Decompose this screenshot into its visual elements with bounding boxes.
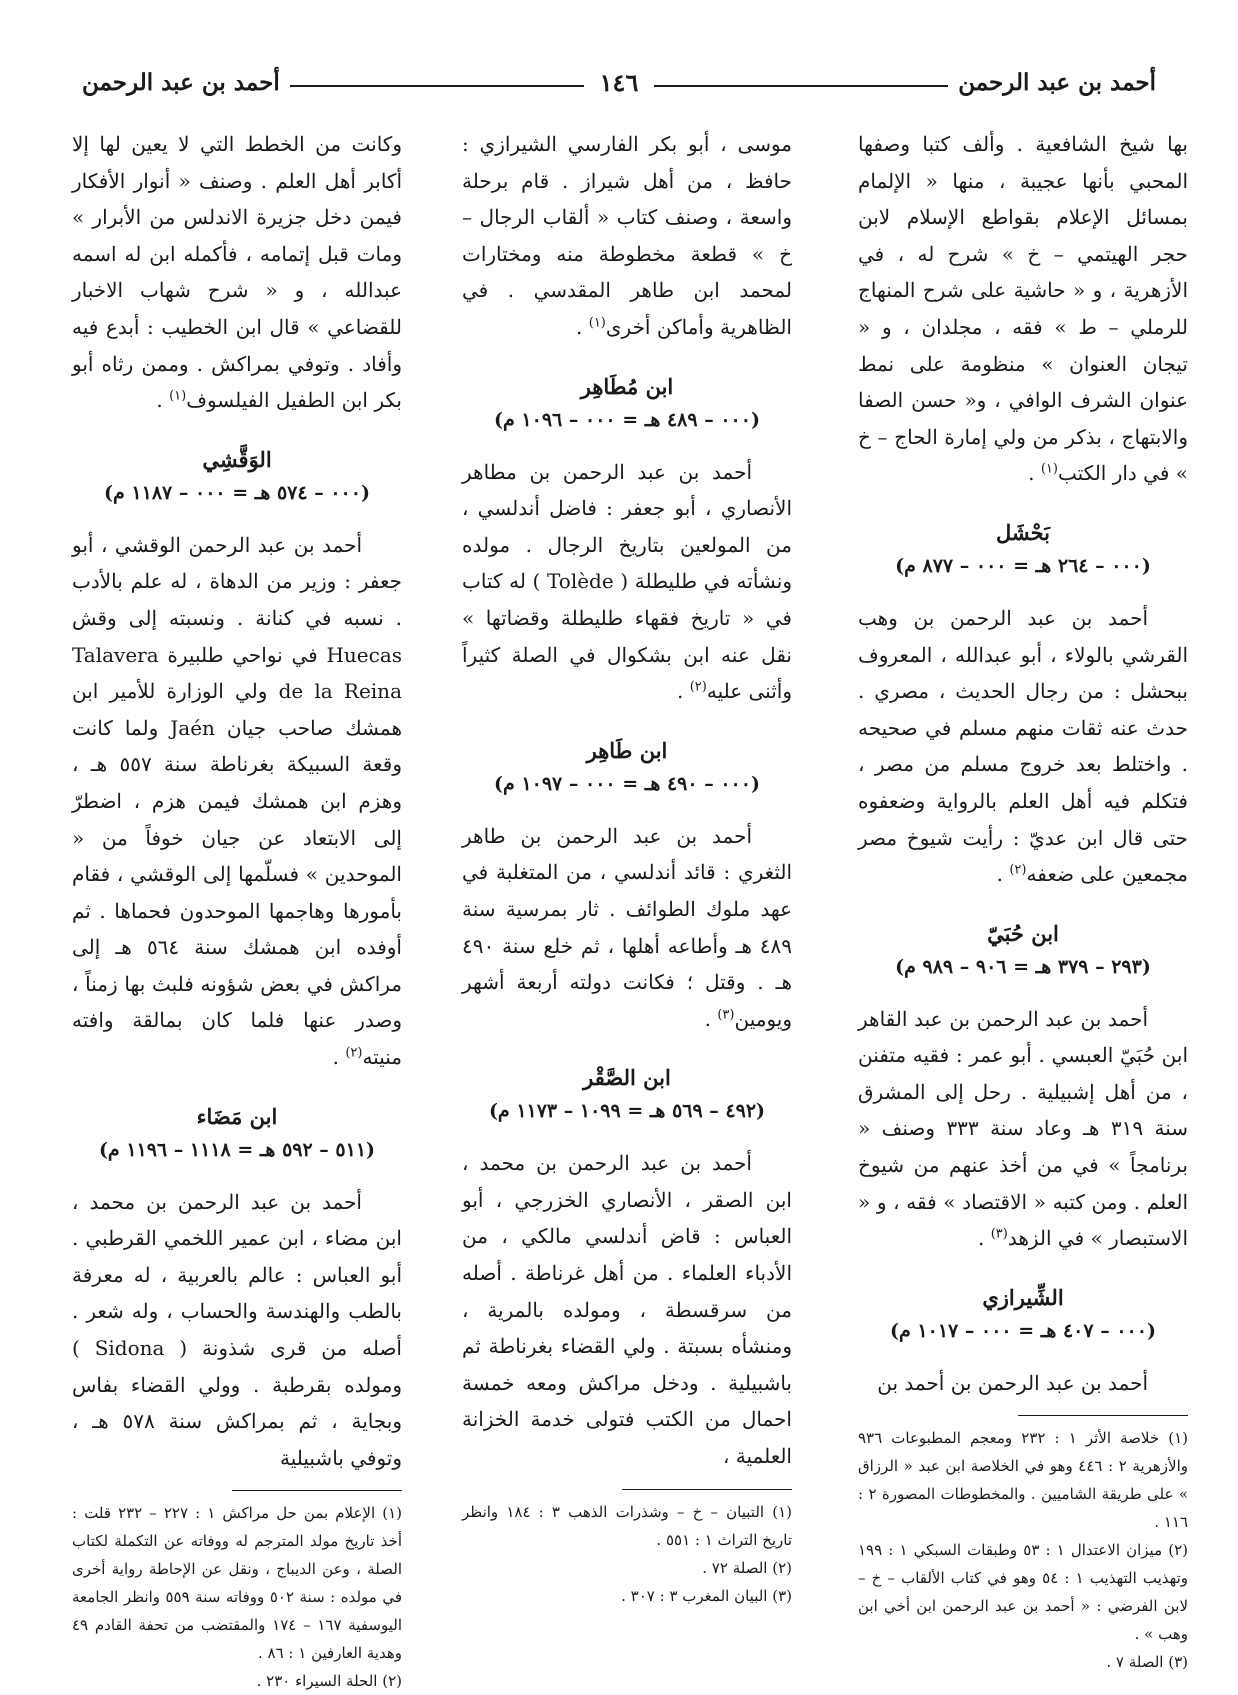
entry-body-bahshal: أحمد بن عبد الرحمن بن وهب القرشي بالولاء ، أبو عبدالله ، المعروف ببحشل : من رجال الحديث ، مصري . حدث عنه ثقات منهم مسلم في صحيحه . واختلط بعد خروج مسلم من مصر ، فتكلم فيه أهل العلم بالرواية وضعفوه حتى قال ابن عديّ : رأيت شيوخ مصر مجمعين على ضعفه$^{(٢)}$ . <box>858 605 1188 887</box>
entry-dates-shirazi: (٠٠٠ – ٤٠٧ هـ = ٠٠٠ – ١٠١٧ م) <box>890 1319 1156 1342</box>
entry-body-ibn-mutahir: أحمد بن عبد الرحمن بن مطاهر الأنصاري ، أبو جعفر : فاضل أندلسي ، من المولعين بتاريخ الرجال . مولده ونشأته في طليطلة ( Tolède ) له كتاب في « تاريخ فقهاء طليطلة وقضاتها » نقل عنه ابن بشكوال في الصلة كثيراً وأثنى عليه$^{(٢)}$ . <box>462 459 792 704</box>
continued-text: وكانت من الخطط التي لا يعين لها إلا أكابر أهل العلم . وصنف « أنوار الأفكار فيمن دخل جزيرة الاندلس من الأبرار » ومات قبل إتمامه ، فأكمله ابن له اسمه عبدالله ، و « شرح شهاب الاخبار للقضاعي » قال ابن الخطيب : أبدع فيه وأفاد . وتوفي بمراكش . وممن رثاه أبو بكر ابن الطفيل الفيلسوف$^{(١)}$ . <box>72 132 402 413</box>
column-right <box>858 126 1189 1672</box>
continued-text: موسى ، أبو بكر الفارسي الشيرازي : حافظ ، من أهل شيراز . قام برحلة واسعة ، وصنف كتاب « ألقاب الرجال – خ » قطعة مخطوطة منه ومختارات لمحمد ابن طاهر المقدسي . في الظاهرية وأماكن أخرى$^{(١)}$ . <box>462 132 792 339</box>
footnote: (٣) الصلة ٧ . <box>1106 1653 1188 1672</box>
entry-dates-ibn-tahir: (٠٠٠ – ٤٩٠ هـ = ٠٠٠ – ١٠٩٧ م) <box>494 772 760 795</box>
footnote-separator <box>622 1489 792 1490</box>
footnote: (٢) الصلة ٧٢ . <box>702 1558 792 1577</box>
footnote: (١) التبيان – خ – وشذرات الذهب ٣ : ١٨٤ وانظر تاريخ التراث ١ : ٥٥١ . <box>462 1502 792 1549</box>
footnote: (١) خلاصة الأثر ١ : ٢٣٢ ومعجم المطبوعات ٩٣٦ والأزهرية ٢ : ٤٤٦ وهو في الخلاصة ابن عبد « الرزاق » على طريقة الشاميين . والمخطوطات المصورة ٢ : ١١٦ . <box>858 1429 1189 1532</box>
entry-title-ibn-saqr: ابن الصَّقْر <box>583 1065 671 1091</box>
page-header <box>82 62 1156 102</box>
entry-title-ibn-tahir: ابن طَاهِر <box>586 737 668 763</box>
entry-dates-ibn-saqr: (٤٩٢ – ٥٦٩ هـ = ١٠٩٩ – ١١٧٣ م) <box>488 1100 766 1123</box>
entry-title-shirazi: الشِّيرازي <box>982 1284 1064 1310</box>
entry-body-shirazi: أحمد بن عبد الرحمن بن أحمد بن <box>877 1370 1148 1395</box>
entry-body-ibn-hubay: أحمد بن عبد الرحمن بن عبد القاهر ابن حُبَيّ العبسي . أبو عمر : فقيه متفنن ، من أهل إشبيلية . رحل إلى المشرق سنة ٣١٩ هـ وعاد سنة ٣٣٣ وصنف « برنامجاً » في من أخذ عنهم من شيوخ العلم . ومن كتبه « الاقتصاد » فقه ، و « الاستبصار » في الزهد$^{(٣)}$ . <box>858 1006 1188 1251</box>
entry-dates-ibn-hubay: (٢٩٣ – ٣٧٩ هـ = ٩٠٦ – ٩٨٩ م) <box>895 955 1151 978</box>
entry-body-ibn-tahir: أحمد بن عبد الرحمن بن طاهر الثغري : قائد أندلسي ، من المتغلبة في عهد ملوك الطوائف . ثار بمرسية سنة ٤٨٩ هـ وأطاعه أهلها ، ثم خلع سنة ٤٩٠ هـ . وقتل ؛ فكانت دولته أربعة أشهر ويومين$^{(٣)}$ . <box>462 823 792 1031</box>
footnote: (٢) الحلة السيراء ٢٣٠ . <box>256 1672 402 1691</box>
entry-dates-ibn-mutahir: (٠٠٠ – ٤٨٩ هـ = ٠٠٠ – ١٠٩٦ م) <box>494 408 760 431</box>
entry-title-waqqashi: الوَقَّشِي <box>202 446 272 472</box>
continued-text: بها شيخ الشافعية . وألف كتبا وصفها المحبي بأنها عجيبة ، منها « الإلمام بمسائل الإعلام بقواطع الإسلام لابن حجر الهيتمي – خ » شرح له ، في الأزهرية ، و « حاشية على شرح المنهاج للرملي – ط » فقه ، مجلدان ، و « تيجان العنوان » منظومة على نمط عنوان الشرف الوافي ، و« حسن الصفا والابتهاج ، بذكر من ولي إمارة الحاج – خ » في دار الكتب$^{(١)}$ . <box>858 132 1188 486</box>
entry-title-ibn-mada: ابن مَضَاء <box>196 1103 278 1129</box>
entry-title-ibn-mutahir: ابن مُطَاهِر <box>580 373 674 399</box>
entry-title-ibn-hubay: ابن حُبَيّ <box>987 920 1059 946</box>
footnote: (١) الإعلام بمن حل مراكش ١ : ٢٢٧ – ٢٣٢ قلت : أخذ تاريخ مولد المترجم له ووفاته عن التكملة لكتاب الصلة ، وعن الديباج ، ونقل عن الإحاطة رواية أخرى في مولده : سنة ٥٠٢ ووفاته سنة ٥٥٩ وانظر الجامعة اليوسفية ١٦٧ – ١٧٤ والمقتضب من تحفة القادم ٤٩ وهدية العارفين ١ : ٨٦ . <box>72 1504 402 1663</box>
footnote-separator <box>1018 1415 1188 1416</box>
header-rule-left <box>290 85 584 87</box>
column-middle <box>462 126 792 1606</box>
footnote: (٣) البيان المغرب ٣ : ٣٠٧ . <box>621 1586 792 1605</box>
footnote-separator <box>232 1490 402 1491</box>
column-left <box>72 126 402 1691</box>
entry-body-ibn-mada: أحمد بن عبد الرحمن بن محمد ، ابن مضاء ، ابن عمير اللخمي القرطبي . أبو العباس : عالم بالعربية ، له معرفة بالطب والهندسة والحساب ، وله شعر . أصله من قرى شذونة ( Sidona ) ومولده بقرطبة . وولي القضاء بفاس وبجاية ، ثم بمراكش سنة ٥٧٨ هـ ، وتوفي باشبيلية <box>72 1189 402 1470</box>
page-number: ١٤٦ <box>599 67 639 97</box>
running-title-left: أحمد بن عبد الرحمن <box>81 68 280 96</box>
entry-body-ibn-saqr: أحمد بن عبد الرحمن بن محمد ، ابن الصقر ، الأنصاري الخزرجي ، أبو العباس : قاض أندلسي مالكي ، من الأدباء العلماء . من أهل غرناطة . أصله من سرقسطة ، ومولده بالمرية ، ومنشأه بسبتة . ولي القضاء بغرناطة ثم باشبيلية . ودخل مراكش ومعه خمسة احمال من الكتب فتولى خدمة الخزانة العلمية ، <box>462 1151 792 1469</box>
entry-dates-waqqashi: (٠٠٠ – ٥٧٤ هـ = ٠٠٠ – ١١٨٧ م) <box>104 481 370 504</box>
footnote: (٢) ميزان الاعتدال ١ : ٥٣ وطبقات السبكي ١ : ١٩٩ وتهذيب التهذيب ١ : ٥٤ وهو في كتاب الألقاب – خ – لابن الفرضي : « أحمد بن عبد الرحمن ابن أخي ابن وهب » . <box>858 1541 1188 1644</box>
header-rule-right <box>654 85 948 87</box>
entry-dates-ibn-mada: (٥١١ – ٥٩٢ هـ = ١١١٨ – ١١٩٦ م) <box>98 1138 376 1161</box>
running-title-right: أحمد بن عبد الرحمن <box>958 68 1156 96</box>
entry-dates-bahshal: (٠٠٠ – ٢٦٤ هـ = ٠٠٠ – ٨٧٧ م) <box>895 554 1151 577</box>
entry-body-waqqashi: أحمد بن عبد الرحمن الوقشي ، أبو جعفر : وزير من الدهاة ، له علم بالأدب . نسبه في كنانة . ونسبته إلى وقش Huecas في نواحي طلبيرة Talavera de la Reina ولي الوزارة للأمير ابن همشك صاحب جيان Jaén ولما كانت وقعة السبيكة بغرناطة سنة ٥٥٧ هـ ، وهزم ابن همشك فيمن هزم ، اضطرّ إلى الابتعاد عن جيان خوفاً من « الموحدين » فسلّمها إلى الوقشي ، فقام بأمورها وهاجمها الموحدون فحماها . ثم أوفده ابن همشك سنة ٥٦٤ هـ إلى مراكش في بعض شؤونه فلبث بها زمناً ، وصدر عنها فلما كان بمالقة وافته منيته$^{(٢)}$ . <box>72 532 402 1070</box>
entry-title-bahshal: بَحْشَل <box>995 519 1051 545</box>
